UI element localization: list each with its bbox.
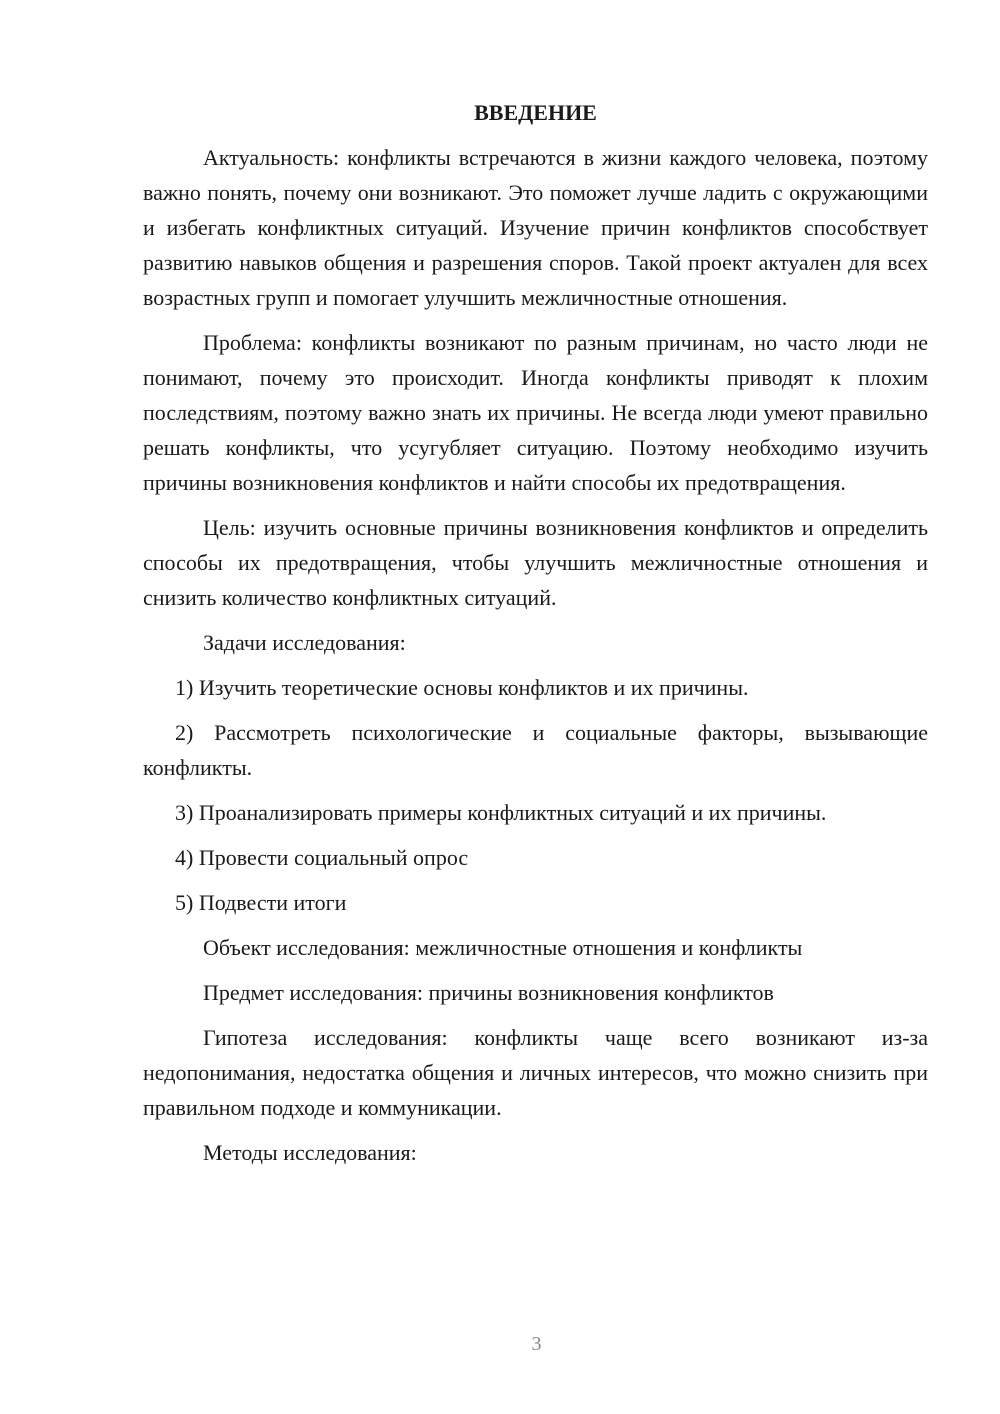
subject-paragraph: Предмет исследования: причины возникновения конфликтов <box>203 980 774 1005</box>
problem-paragraph: Проблема: конфликты возникают по разным причинам, но часто люди не понимают, почему это происходит. Иногда конфликты приводят к плохим последствиям, поэтому важно знать их причины. Не всегда люди умеют правильно решать конфликты, что усугубляет ситуацию. Поэтому необходимо изучить причины возникновения конфликтов и найти способы их предотвращения. <box>143 330 928 495</box>
relevance-paragraph: Актуальность: конфликты встречаются в жизни каждого человека, поэтому важно понять, почему они возникают. Это поможет лучше ладить с окружающими и избегать конфликтных ситуаций. Изучение причин конфликтов способствует развитию навыков общения и разрешения споров. Такой проект актуален для всех возрастных групп и помогает улучшить межличностные отношения. <box>143 145 928 310</box>
task-item-2: 2) Рассмотреть психологические и социальные факторы, вызывающие конфликты. <box>143 720 928 780</box>
task-item-1: 1) Изучить теоретические основы конфликтов и их причины. <box>175 675 749 700</box>
object-paragraph: Объект исследования: межличностные отношения и конфликты <box>203 935 803 960</box>
task-item-4: 4) Провести социальный опрос <box>175 845 469 870</box>
tasks-heading: Задачи исследования: <box>203 630 406 655</box>
page-number: 3 <box>531 1333 542 1355</box>
task-item-3: 3) Проанализировать примеры конфликтных ситуаций и их причины. <box>175 800 827 825</box>
document-title: ВВЕДЕНИЕ <box>474 100 597 125</box>
methods-heading: Методы исследования: <box>203 1140 417 1165</box>
task-item-5: 5) Подвести итоги <box>175 890 347 915</box>
document-page <box>143 95 928 1180</box>
hypothesis-paragraph: Гипотеза исследования: конфликты чаще всего возникают из-за недопонимания, недостатка общения и личных интересов, что можно снизить при правильном подходе и коммуникации. <box>143 1025 928 1120</box>
goal-paragraph: Цель: изучить основные причины возникновения конфликтов и определить способы их предотвращения, чтобы улучшить межличностные отношения и снизить количество конфликтных ситуаций. <box>143 515 928 610</box>
